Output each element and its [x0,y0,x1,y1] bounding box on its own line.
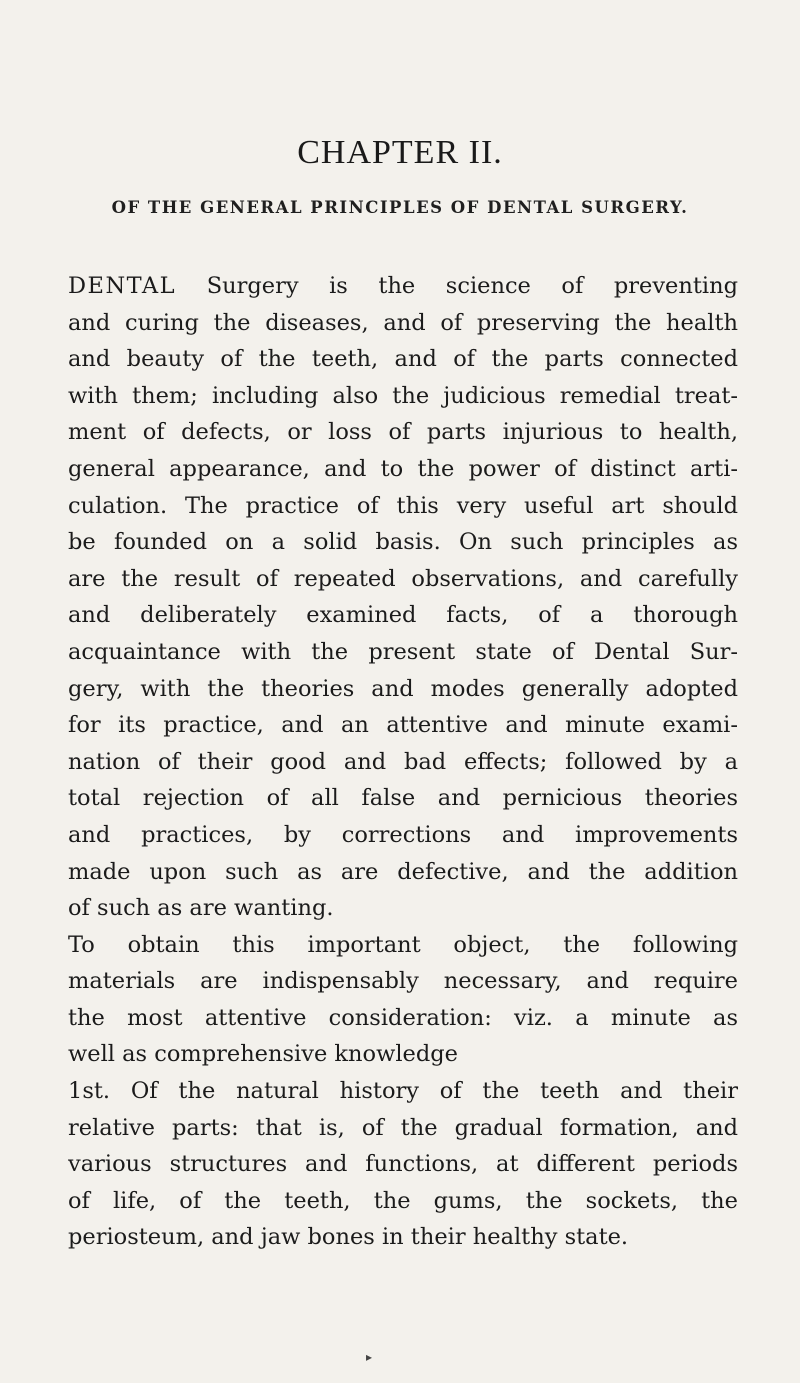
chapter-title: CHAPTER II. [297,134,503,171]
text-line: the most attentive consideration: viz. a minute as [68,1004,738,1031]
chapter-subtitle: OF THE GENERAL PRINCIPLES OF DENTAL SURGERY. [111,198,689,217]
opening-line-rest: Surgery is the science of preventing [206,273,738,299]
text-line: To obtain this important object, the following [68,931,738,958]
text-line: and beauty of the teeth, and of the parts connected [68,346,738,373]
text-line [68,268,738,305]
text-line: for its practice, and an attentive and minute exami- [68,712,738,739]
text-line: are the result of repeated observations, and carefully [68,565,738,592]
text-line: culation. The practice of this very useful art should [68,492,738,519]
text-line: and curing the diseases, and of preserving the health [68,309,738,336]
text-line: with them; including also the judicious remedial treat- [68,382,738,409]
text-line: of life, of the teeth, the gums, the sockets, the [68,1187,738,1214]
text-line: total rejection of all false and pernicious theories [68,785,738,812]
text-line: gery, with the theories and modes generally adopted [68,675,738,702]
text-line: and practices, by corrections and improvements [68,821,738,848]
body-text [68,268,738,1256]
text-line: well as comprehensive knowledge [68,1041,458,1068]
text-line: ment of defects, or loss of parts injurious to health, [68,419,738,446]
text-line: be founded on a solid basis. On such principles as [68,529,738,556]
text-line: made upon such as are defective, and the addition [68,858,738,885]
text-line: various structures and functions, at different periods [68,1151,738,1178]
text-line: 1st. Of the natural history of the teeth and their [68,1078,738,1105]
text-line: of such as are wanting. [68,895,334,922]
text-line: materials are indispensably necessary, and require [68,968,738,995]
text-line: acquaintance with the present state of Dental Sur- [68,638,738,665]
printer-mark: ▸ [366,1350,373,1364]
text-line: nation of their good and bad effects; followed by a [68,748,738,775]
opening-word: DENTAL [68,273,177,299]
text-line: general appearance, and to the power of distinct arti- [68,455,738,482]
text-line: periosteum, and jaw bones in their healthy state. [68,1224,629,1251]
text-line: relative parts: that is, of the gradual formation, and [68,1114,738,1141]
text-line: and deliberately examined facts, of a thorough [68,602,738,629]
